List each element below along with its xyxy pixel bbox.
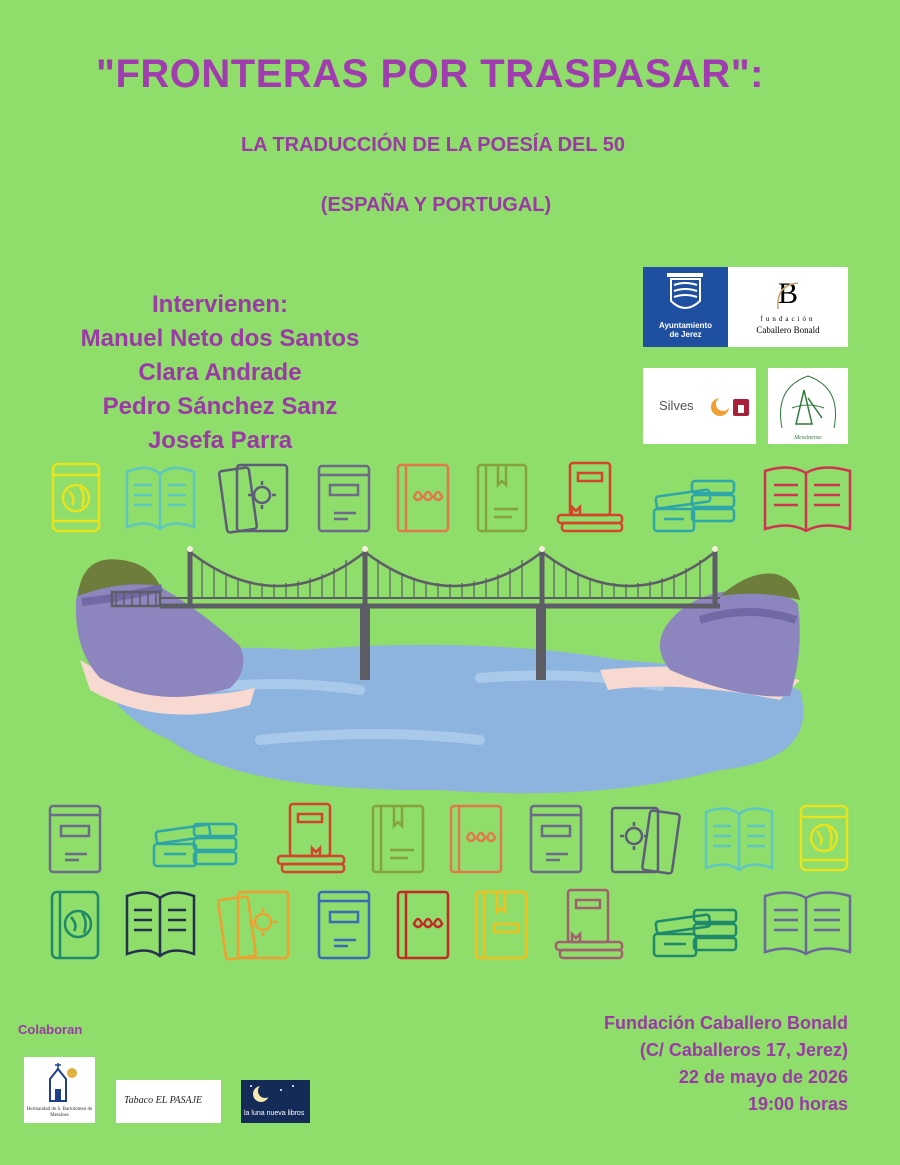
silves-moon-castle-icon: [709, 396, 751, 418]
cb-logo-name: Caballero Bonald: [756, 325, 820, 335]
closed-book-icon: [319, 466, 369, 531]
books-pile-icon: [154, 824, 236, 866]
tablet-globe-icon: [801, 806, 847, 870]
svg-text:Messinense: Messinense: [794, 435, 822, 441]
speakers-heading: Intervienen:: [151, 291, 289, 318]
sociedade-instrucao-recreio-logo: [768, 368, 848, 444]
middle-book-icons-row: [0, 798, 900, 880]
event-date: 22 de mayo de 2026: [678, 1067, 848, 1087]
cb-logo-swirl-icon: [772, 279, 806, 313]
speaker-name: Clara Andrade: [138, 359, 302, 386]
jerez-shield-icon: [643, 267, 728, 321]
book-stack-icon: [556, 890, 622, 958]
tabaco-el-pasaje-logo: [116, 1080, 221, 1123]
notebook-sun-icon: [219, 465, 287, 533]
bottom-book-icons-row: [0, 884, 900, 966]
top-book-icons-row: [0, 455, 900, 540]
event-time: 19:00 horas: [747, 1094, 848, 1114]
cb-logo-letter: B: [777, 277, 798, 310]
book-drops-icon: [398, 892, 448, 958]
tablet-globe-icon: [53, 464, 99, 531]
la-luna-nueva-libros-logo: [241, 1080, 310, 1123]
sir-emblem-icon: [768, 368, 848, 444]
closed-book-icon: [319, 892, 369, 958]
book-stack-icon: [278, 804, 344, 872]
hermandad-logo-text: Hermandad de S. Bartolomeu de Messines: [26, 1107, 93, 1118]
collaborators-label: Colaboran: [18, 1022, 83, 1037]
book-stack-icon: [558, 463, 622, 531]
books-pile-icon: [654, 910, 736, 956]
closed-book-icon: [50, 806, 100, 872]
cb-logo-fundacion: fundación: [760, 315, 816, 323]
moon-icon: [241, 1080, 310, 1110]
silves-logo: [643, 368, 756, 444]
open-book-icon: [127, 468, 194, 529]
open-book-icon: [765, 892, 850, 954]
jerez-logo-line2: de Jerez: [669, 330, 702, 339]
open-book-icon: [765, 467, 850, 531]
luna-logo-text: la luna nueva libros: [244, 1110, 305, 1117]
books-pile-icon: [654, 481, 734, 531]
speaker-name: Pedro Sánchez Sanz: [102, 393, 338, 420]
book-bookmark-icon: [373, 806, 423, 872]
closed-book-icon: [531, 806, 581, 872]
book-drops-icon: [398, 465, 448, 531]
tabaco-logo-text: Tabaco EL PASAJE: [124, 1095, 203, 1106]
ayuntamiento-jerez-logo: [643, 267, 728, 347]
bridge-river-illustration: [60, 540, 820, 802]
speakers-block: [30, 288, 410, 458]
hermandad-messines-logo: [24, 1057, 95, 1123]
jerez-logo-line1: Ayuntamiento: [658, 321, 713, 330]
fundacion-caballero-bonald-logo: [728, 267, 848, 347]
open-book-icon: [127, 892, 194, 956]
event-subtitle: LA TRADUCCIÓN DE LA POESÍA DEL 50: [240, 134, 626, 156]
event-title: "FRONTERAS POR TRASPASAR":: [96, 52, 764, 96]
tablet-globe-icon: [52, 892, 98, 958]
venue-place: Fundación Caballero Bonald: [603, 1013, 848, 1033]
speaker-name: Josefa Parra: [147, 427, 293, 454]
speaker-name: Manuel Neto dos Santos: [80, 325, 360, 352]
venue-address: (C/ Caballeros 17, Jerez): [639, 1040, 848, 1060]
venue-block: [604, 1010, 848, 1118]
notebook-sun-icon: [612, 808, 680, 874]
open-book-icon: [706, 808, 772, 870]
event-subtitle-countries: (ESPAÑA Y PORTUGAL): [320, 194, 552, 216]
notebook-sun-icon: [218, 892, 288, 960]
book-drops-icon: [451, 806, 501, 872]
book-bookmark-icon: [478, 465, 526, 531]
church-icon: [24, 1057, 95, 1107]
silves-logo-text: Silves: [659, 398, 694, 413]
book-bookmark-icon: [476, 892, 526, 958]
